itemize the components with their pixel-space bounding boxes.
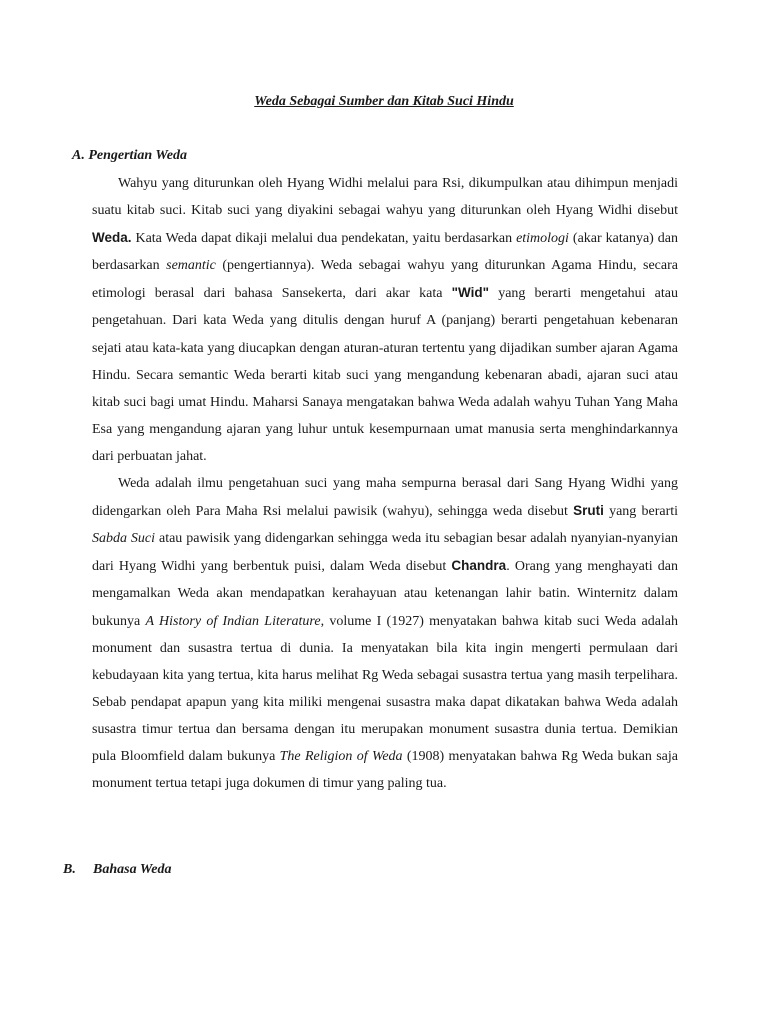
p1-bold-weda: Weda. [92,230,132,246]
p2-italic-religion-book: The Religion of Weda [279,748,403,764]
p2-text-1: Weda adalah ilmu pengetahuan suci yang maha sempurna berasal dari Sang Hyang Widhi yang didengarkan oleh Para Maha Rsi melalui pawisik (wahyu), sehingga weda disebut [92,476,678,520]
p2-text-5: , volume I (1927) menyatakan bahwa kitab suci Weda adalah monument dan susastra tertua di dunia. Ia menyatakan bila kita ingin mengerti permulaan dari kebudayaan kita yang tertua, kita harus melihat Rg Weda sebagai susastra tertua yang masih terpelihara. Sebab pendapat apapun yang kita miliki mengenai susastra maka dapat dikatakan bahwa Weda adalah susastra timur tertua dan bersama dengan itu merupakan monument susastra dunia tertua. Demikian pula Bloomfield dalam bukunya [92,613,679,764]
p1-text-5: yang berarti mengetahui atau pengetahuan. Dari kata Weda yang ditulis dengan huruf A (panjang) berarti pengetahuan kebenaran sejati atau kata-kata yang diucapkan dengan aturan-aturan tertentu yang dijadikan sumber ajaran Agama Hindu. Secara semantic Weda berarti kitab suci yang mengandung kebenaran abadi, ajaran suci atau kitab suci bagi umat Hindu. Maharsi Sanaya mengatakan bahwa Weda adalah wahyu Tuhan Yang Maha Esa yang mengandung ajaran yang luhur untuk kesempurnaan umat manusia serta menghindarkannya dari perbuatan jahat. [92,286,678,464]
p1-italic-semantic: semantic [166,258,216,274]
p1-italic-etimologi: etimologi [516,231,569,247]
section-a-body [92,170,678,797]
paragraph-1 [92,170,678,470]
p2-text-2: yang berarti [603,504,679,520]
section-b-heading [63,861,171,879]
section-b-title: Bahasa Weda [93,862,172,877]
p1-text-4: (pengertiannya). Weda sebagai wahyu yang diturunkan Agama Hindu, secara etimologi berasal dari bahasa Sansekerta, dari akar kata [92,258,678,302]
p2-text-4: . Orang yang menghayati dan mengamalkan Weda akan mendapatkan kerahayuan atau ketenangan lahir batin. Winternitz dalam bukunya [92,559,678,629]
p2-bold-sruti: Sruti [573,503,604,519]
p2-italic-sabda-suci: Sabda Suci [92,531,156,547]
p1-text-1: Wahyu yang diturunkan oleh Hyang Widhi melalui para Rsi, dikumpulkan atau dihimpun menjadi suatu kitab suci. Kitab suci yang diyakini sebagai wahyu yang diturunkan oleh Hyang Widhi disebut [92,176,678,219]
paragraph-2 [92,470,678,797]
p2-text-6: (1908) menyatakan bahwa Rg Weda bukan saja monument tertua tetapi juga dokumen di timur yang paling tua. [92,748,678,792]
p1-text-3: (akar katanya) dan berdasarkan [92,231,678,274]
p2-bold-chandra: Chandra [451,558,507,574]
document-title: Weda Sebagai Sumber dan Kitab Suci Hindu [254,94,514,109]
p1-bold-wid: "Wid" [451,285,490,301]
p1-text-2: Kata Weda dapat dikaji melalui dua pendekatan, yaitu berdasarkan [131,231,517,247]
section-b-letter: B. [63,862,76,877]
section-a-heading: A. Pengertian Weda [72,148,187,163]
p2-text-3: atau pawisik yang didengarkan sehingga weda itu sebagian besar adalah nyanyian-nyanyian dari Hyang Widhi yang berbentuk puisi, dalam Weda disebut [92,531,678,575]
p2-italic-history-book: A History of Indian Literature [145,613,321,629]
